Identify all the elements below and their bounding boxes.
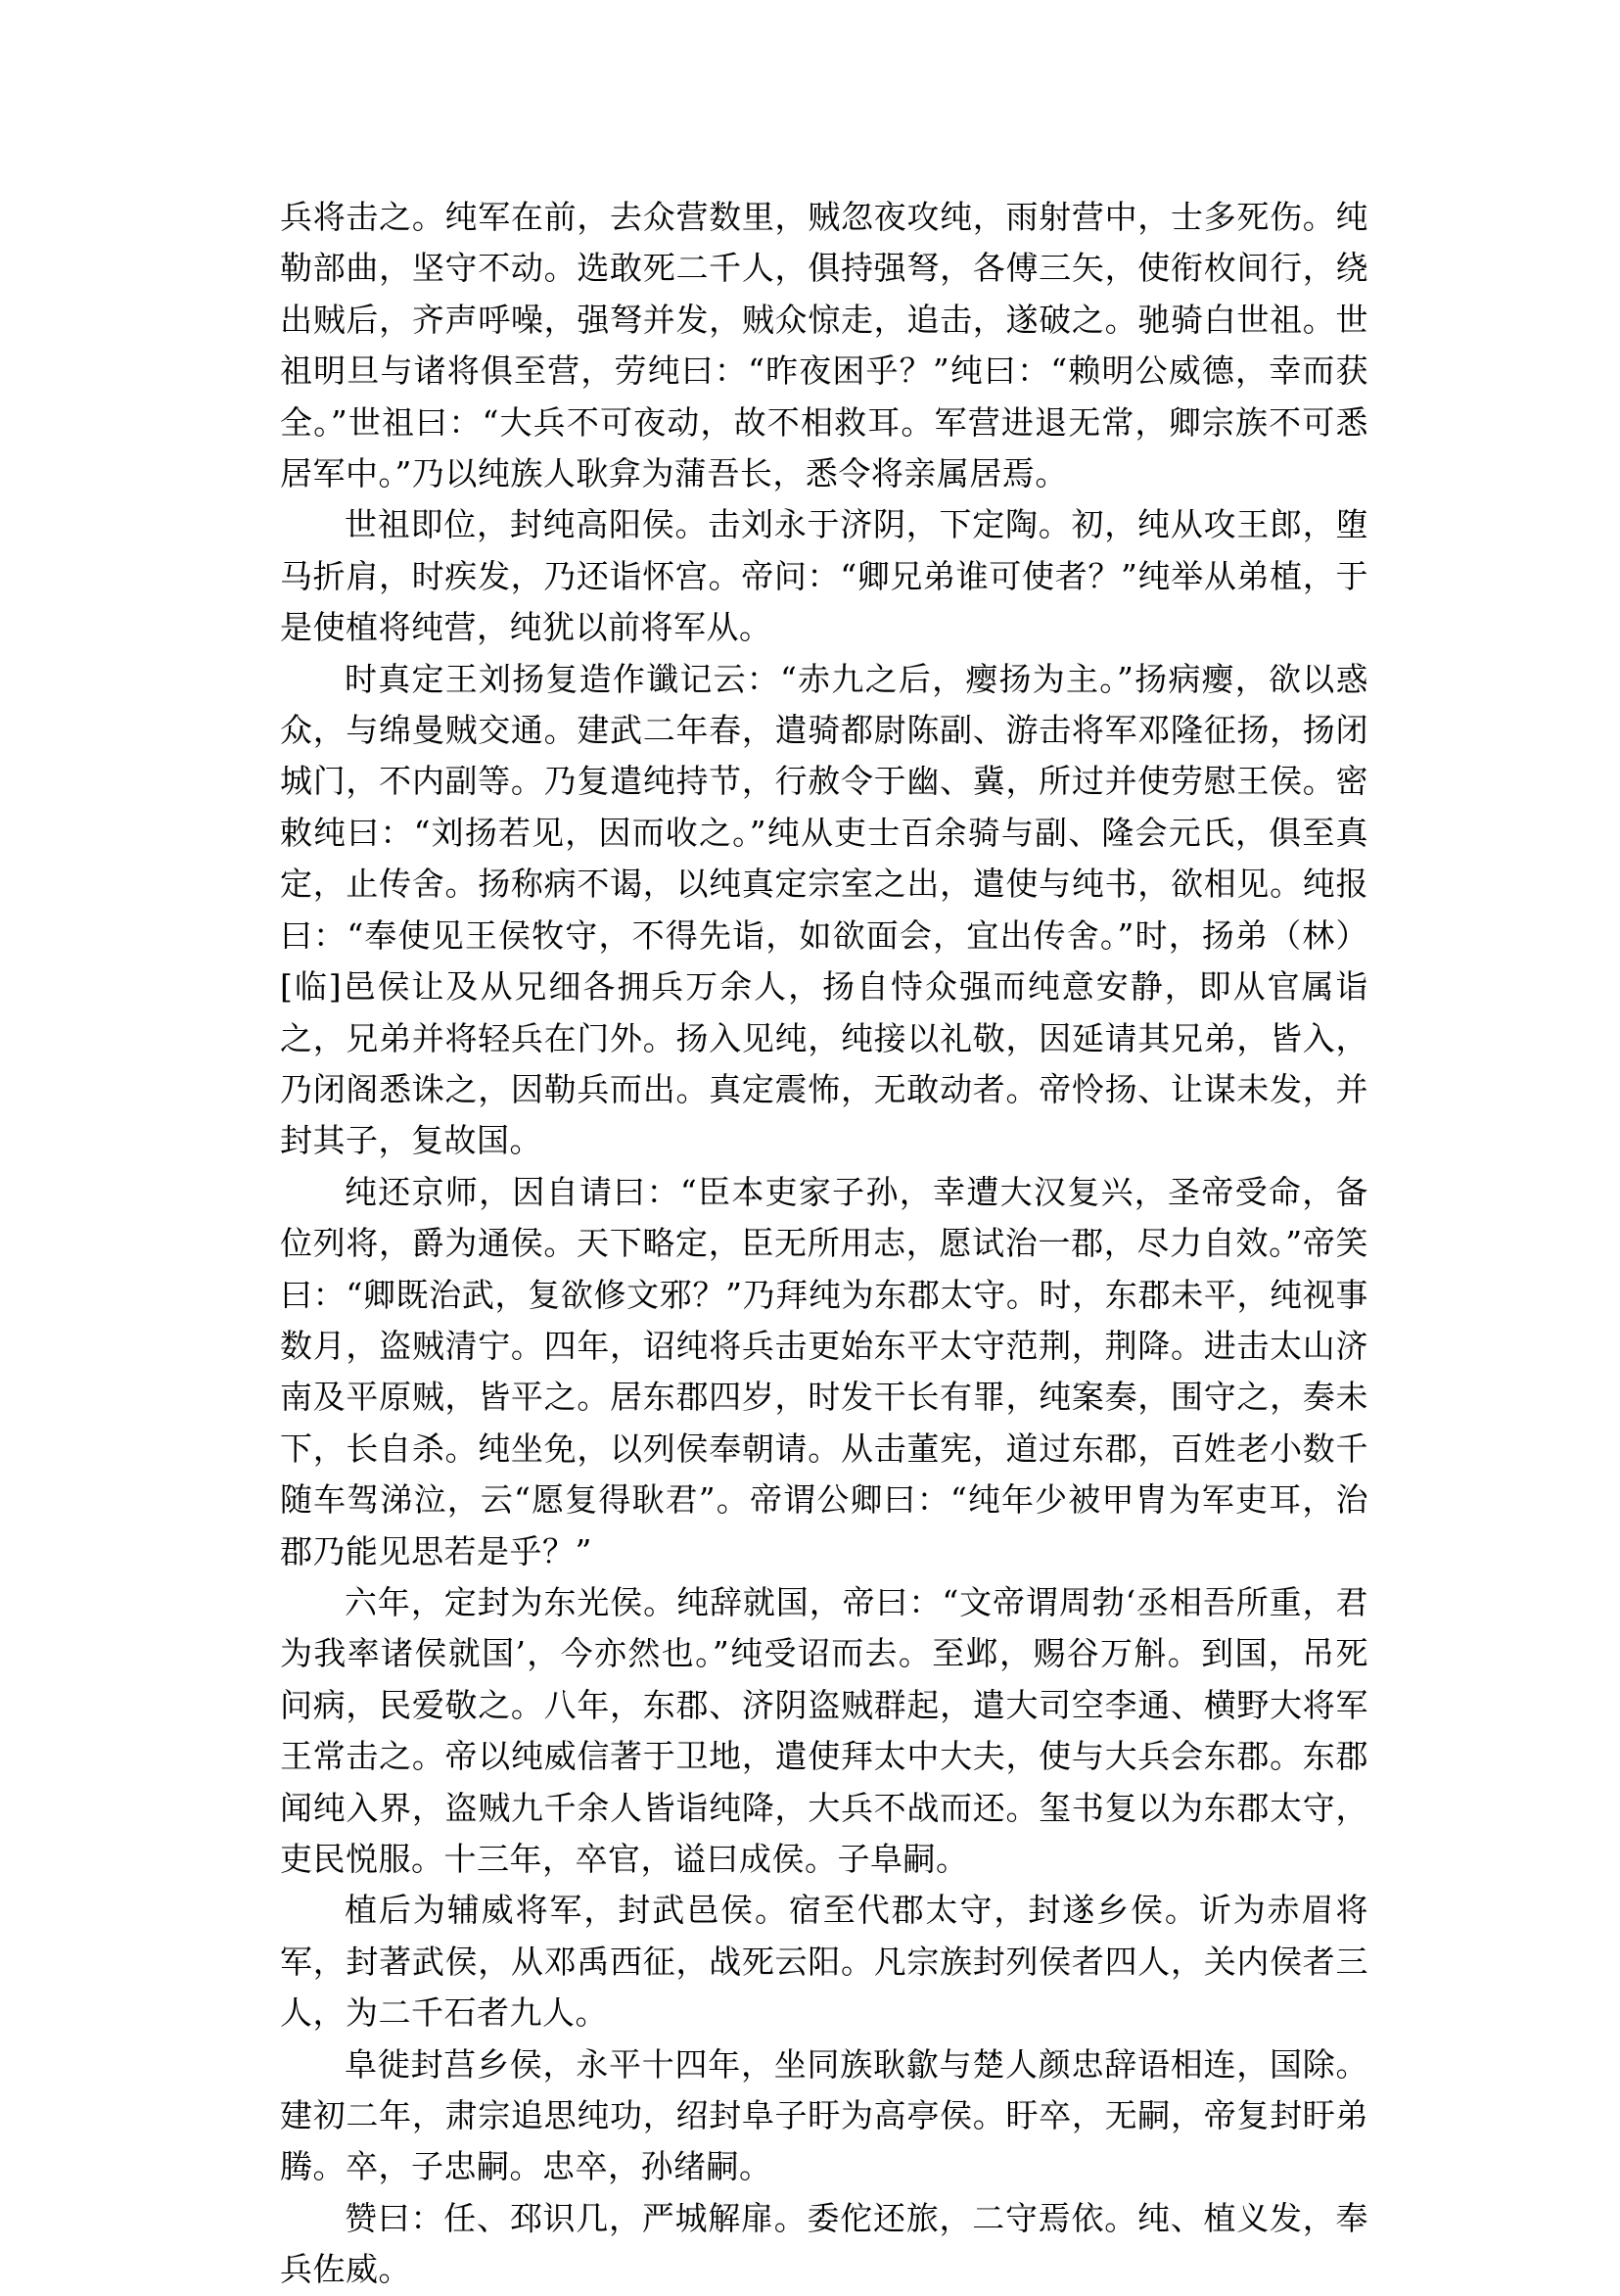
paragraph-7: 阜徙封莒乡侯，永平十四年，坐同族耿歙与楚人颜忠辞语相连，国除。建初二年，肃宗追思纯功，绍封阜子盱为高亭侯。盱卒，无嗣，帝复封盱弟腾。卒，子忠嗣。忠卒，孙绪嗣。 (280, 2044, 1368, 2186)
paragraph-1: 兵将击之。纯军在前，去众营数里，贼忽夜攻纯，雨射营中，士多死伤。纯勒部曲，坚守不动。选敢死二千人，俱持强弩，各傅三矢，使衔枚间行，绕出贼后，齐声呼噪，强弩并发，贼众惊走，追击，遂破之。驰骑白世祖。世祖明旦与诸将俱至营，劳纯曰：“昨夜困乎？”纯曰：“赖明公威德，幸而获全。”世祖曰：“大兵不可夜动，故不相救耳。军营进退无常，卿宗族不可悉居军中。”乃以纯族人耿弇为蒲吾长，悉令将亲属居焉。 (280, 198, 1368, 493)
paragraph-8: 赞曰：任、邳识几，严城解扉。委佗还旅，二守焉依。纯、植义发，奉兵佐威。 (280, 2198, 1368, 2289)
paragraph-2: 世祖即位，封纯高阳侯。击刘永于济阴，下定陶。初，纯从攻王郎，堕马折肩，时疾发，乃还诣怀宫。帝问：“卿兄弟谁可使者？”纯举从弟植，于是使植将纯营，纯犹以前将军从。 (280, 505, 1368, 647)
paragraph-5: 六年，定封为东光侯。纯辞就国，帝曰：“文帝谓周勃‘丞相吾所重，君为我率诸侯就国’，今亦然也。”纯受诏而去。至邺，赐谷万斛。到国，吊死问病，民爱敬之。八年，东郡、济阴盗贼群起，遣大司空李通、横野大将军王常击之。帝以纯威信著于卫地，遣使拜太中大夫，使与大兵会东郡。东郡闻纯入界，盗贼九千余人皆诣纯降，大兵不战而还。玺书复以为东郡太守，吏民悦服。十三年，卒官，谥曰成侯。子阜嗣。 (280, 1582, 1368, 1878)
paragraph-6: 植后为辅威将军，封武邑侯。宿至代郡太守，封遂乡侯。䜣为赤眉将军，封著武侯，从邓禹西征，战死云阳。凡宗族封列侯者四人，关内侯者三人，为二千石者九人。 (280, 1891, 1368, 2033)
paragraph-4: 纯还京师，因自请曰：“臣本吏家子孙，幸遭大汉复兴，圣帝受命，备位列将，爵为通侯。天下略定，臣无所用志，愿试治一郡，尽力自效。”帝笑曰：“卿既治武，复欲修文邪？”乃拜纯为东郡太守。时，东郡未平，纯视事数月，盗贼清宁。四年，诏纯将兵击更始东平太守范荆，荆降。进击太山济南及平原贼，皆平之。居东郡四岁，时发干长有罪，纯案奏，围守之，奏未下，长自杀。纯坐免，以列侯奉朝请。从击董宪，道过东郡，百姓老小数千随车驾涕泣，云“愿复得耿君”。帝谓公卿曰：“纯年少被甲胄为军吏耳，治郡乃能见思若是乎？” (280, 1172, 1368, 1570)
document-body (280, 192, 1368, 2296)
paragraph-3: 时真定王刘扬复造作谶记云：“赤九之后，瘿扬为主。”扬病瘿，欲以惑众，与绵曼贼交通。建武二年春，遣骑都尉陈副、游击将军邓隆征扬，扬闭城门，不内副等。乃复遣纯持节，行赦令于幽、冀，所过并使劳慰王侯。密敕纯曰：“刘扬若见，因而收之。”纯从吏士百余骑与副、隆会元氏，俱至真定，止传舍。扬称病不谒，以纯真定宗室之出，遣使与纯书，欲相见。纯报曰：“奉使见王侯牧守，不得先诣，如欲面会，宜出传舍。”时，扬弟（林）[临]邑侯让及从兄细各拥兵万余人，扬自恃众强而纯意安静，即从官属诣之，兄弟并将轻兵在门外。扬入见纯，纯接以礼敬，因延请其兄弟，皆入，乃闭阁悉诛之，因勒兵而出。真定震怖，无敢动者。帝怜扬、让谋未发，并封其子，复故国。 (280, 659, 1368, 1160)
